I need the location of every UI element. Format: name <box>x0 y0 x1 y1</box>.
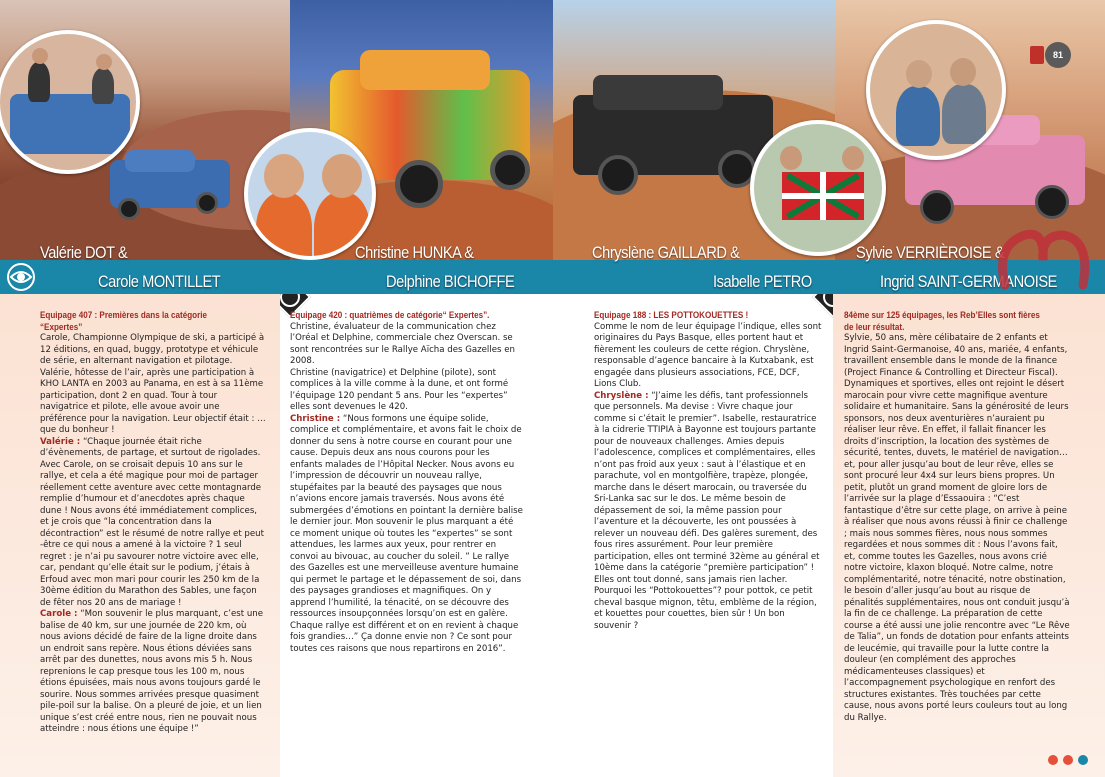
photo-row <box>0 0 1105 260</box>
quote-text: “J’aime les défis, tant professionnels que personnels. Ma devise : Vivre chaque jour comme si c’était le premier”. Isabelle, restauratrice à la cidrerie TTIPIA à Bayonne est toujours partante pour de nouveaux challenges. Amies depuis l’adolescence, complices et complémentaires, elles n’ont pas froid aux yeux : saut à l’élastique et en parachute, vol en montgolfière, trapèze, plongée, marche dans le désert marocain, ou traversée du Sri-Lanka sac sur le dos. Le même besoin de dépassement de soi, la même passion pour l’aventure et la découverte, les ont poussées à relever un nouveau défi. Des galères surement, des fous rires assurément. Pour leur première participation, elles ont terminé 32ème au général et 10ème dans la catégorie “première participation” ! Elles ont tout donné, sans jamais rien lacher. Pourquoi les “Pottokouettes”? pour pottok, ce petit cheval basque mignon, têtu, emblème de la région, et kouettes pour couettes, bien sûr ! Un bon souvenir ? <box>594 390 820 631</box>
portrait-valerie-carole <box>0 30 140 174</box>
team2-para: Christine, évaluateur de la communication chez l’Oréal et Delphine, commerciale chez Overscan. se sont rencontrées sur le Rallye Aïcha des Gazelles en 2008. <box>290 321 515 366</box>
team3-para: Comme le nom de leur équipage l’indique, elles sont originaires du Pays Basque, elles portent haut et fièrement les couleurs de cette région. Chryslène, responsable d’agence bancaire à la Kutxabank, est engagée dans plusieurs associations, FCE, DCF, Lions Club. <box>594 321 822 389</box>
portrait-sylvie-ingrid <box>866 20 1006 160</box>
team2-text <box>290 310 524 655</box>
team4-name-line2: Ingrid SAINT-GERMANOISE <box>880 272 1057 291</box>
page-dot <box>1063 755 1073 765</box>
team4-name-line1: Sylvie VERRIÈROISE & <box>856 243 1005 262</box>
team3-text <box>594 310 822 632</box>
column-team2 <box>280 294 553 777</box>
quote-speaker: Christine : <box>290 413 341 424</box>
quote-speaker: Carole : <box>40 609 78 619</box>
team2-name-line2: Delphine BICHOFFE <box>386 272 515 291</box>
team3-quote <box>594 391 822 633</box>
team3-name-line1: Chryslène GAILLARD & <box>592 243 740 262</box>
quote-speaker: Chryslène : <box>594 390 649 401</box>
team1-text <box>40 310 266 736</box>
eye-icon <box>6 263 36 291</box>
team3-name-line2: Isabelle PETRO <box>713 272 812 291</box>
team1-para: Valérie, hôtesse de l’air, après une participation à KHO LANTA en 2003 au Panama, en est à sa 11ème participation, dont 2 en quad. Tour à tour navigatrice et pilote, elle avoue avoir une préférence pour la navigation. Leur objectif était : … que du bonheur ! <box>40 367 266 435</box>
column-team1 <box>0 294 280 777</box>
portrait-chryslene-isabelle <box>750 120 886 256</box>
column-team3 <box>553 294 833 777</box>
team3-heading: Equipage 188 : LES POTTOKOUETTES ! <box>594 310 749 320</box>
team2-name-line1: Christine HUNKA & <box>355 243 474 262</box>
team2-para: Christine (navigatrice) et Delphine (pilote), sont complices à la ville comme à la dune, et ont formé l’équipage 120 pendant 5 ans. Pour les “expertes” elles sont devenues le 420. <box>290 367 509 412</box>
page-dot <box>1078 755 1088 765</box>
basque-flag-icon <box>782 172 864 220</box>
team4-text <box>844 310 1070 724</box>
page-dot <box>1048 755 1058 765</box>
team1-para: Carole, Championne Olympique de ski, a participé à 12 éditions, en quad, buggy, prototype et véhicule de série, en alternant navigation et pilotage. <box>40 333 265 366</box>
team1-quote <box>40 437 266 610</box>
portrait-christine-delphine <box>244 128 376 260</box>
team2-heading: Equipage 420 : quatrièmes de catégorie“ Expertes”. <box>290 310 490 320</box>
column-team4 <box>833 294 1105 777</box>
team1-quote <box>40 609 266 736</box>
team4-para: Sylvie, 50 ans, mère célibataire de 2 enfants et Ingrid Saint-Germanoise, 40 ans, mariée, 4 enfants, travaillent ensemble dans le monde de la finance (Project Finance & Controlling et Directeur Fiscal). Dynamiques et sportives, elles ont rejoint le désert marocain pour vivre cette magnifique aventure solidaire et humanitaire. Sans la générosité de leurs sponsors, nos deux aventurières n’auraient pu réaliser leur rêve. En effet, il fallait financer les droits d’inscription, la location des systèmes de sécurité, tentes, duvets, le matériel de navigation… et, pour aller jusqu’au bout de leur rêve, elles se sont procuré leur 4x4 sur leurs biens propres. Un petit, plutôt un grand moment de gloire lors de l’arrivée sur la plage d’Essaouira : “C’est fantastique d’être sur cette plage, on arrive à peine à réaliser que nous avons réussi à finir ce challenge ; mais nous sommes fières, nous nous sommes regardées et nous sommes dit : Nous l’avons fait, et, comme toutes les Gazelles, nous avons crié notre victoire, klaxon bloqué. Notre calme, notre complémentarité, notre ténacité, notre obstination, le besoin d’aller jusqu’au bout au risque de pénalités supplémentaires, nous ont conduit jusqu’à la fin de ce challenge. La préparation de cette course a été aussi une jolie rencontre avec “Le Rêve de Talia”, un fonds de dotation pour enfants atteints de leucémie, qui travaille pour la lutte contre la douleur (en complément des approches médicamenteuses classiques) et l’accompagnement psychologique en renfort des structures existantes. Très touchées par cette cause, nous avons porté leurs couleurs tout au long du Rallye. <box>844 333 1070 723</box>
quote-text: “Nous formons une équipe solide, complice et complémentaire, et avons fait le choix de donner du sens à notre course en courant pour une cause. Depuis deux ans nous courons pour les enfants malades de l’Hôpital Necker. Nous avons eu l’impression de découvrir un nouveau rallye, stupéfaites par la beauté des paysages que nous n’avions encore jamais traversés. Nous avons été submergées d’émotions en pointant la dernière balise le dernier jour. Mon souvenir le plus marquant a été ce moment unique où toutes les “expertes” se sont attendues, les larmes aux yeux, pour rentrer en convoi au bivouac, au coucher du soleil. ” Le rallye des Gazelles est une merveilleuse aventure humaine qui permet le partage et le dépassement de soi, dans des paysages grandioses et magnifiques. On y apprend l’humilité, la ténacité, on se découvre des ressources insoupçonnées lorsqu’on est en galère. Chaque rallye est différent et on en revient à chaque fois grandies…” Ça donne envie non ? Ce sont pour toutes ces raisons que nous repartirons en 2016”. <box>290 413 523 654</box>
team1-heading: Equipage 407 : Premières dans la catégorie “Expertes” <box>40 310 208 332</box>
quote-text: “Chaque journée était riche d’évènements, de partage, et surtout de rigolades. Avec Carole, on se croisait depuis 10 ans sur le rallye, et cela a été magique pour moi de partager réellement cette aventure avec cette montagnarde remplie d’humour et d’anecdotes après chaque dune ! Nous avons été immédiatement complices, et je crois que “la concentration dans la décontraction” est le résumé de notre rallye et peut -être ce qui nous a amené à la victoire ? 1 seul regret : je n’ai pu savourer notre victoire avec elle, car, pendant qu’elle était sur le podium, j’étais à Erfoud avec mon mari pour courir les 250 km de la 30ème édition du Marathon des Sables, une façon de fêter nos 20 ans de mariage ! <box>40 436 264 608</box>
quote-speaker: Valérie : <box>40 436 81 447</box>
team1-name-line2: Carole MONTILLET <box>98 272 221 291</box>
team4-heading: 84ème sur 125 équipages, les Reb’Elles sont fières de leur résultat. <box>844 310 1040 332</box>
quote-text: “Mon souvenir le plus marquant, c’est une balise de 40 km, sur une journée de 220 km, où nous avions décidé de faire de la ligne droite dans un endroit sans repère. Nous étions déviées sans arrêt par des dunettes, nous avons mis 5 h. Nous reprenions le cap presque tous les 100 m, nous étions épuisées, mais nous avons toujours gardé le sourire. Nous sommes arrivées presque quasiment pile-poil sur la balise. On a pleuré de joie, et un lien unique s’est créé entre nous, rien ne pouvait nous atteindre : nous étions une équipe !” <box>40 609 264 734</box>
team1-name-line1: Valérie DOT & <box>40 243 128 262</box>
team2-quote <box>290 414 524 656</box>
page-number: 81 <box>1045 42 1071 68</box>
gazelle-ornament-icon <box>995 225 1093 295</box>
page-number-marker <box>1030 46 1044 64</box>
